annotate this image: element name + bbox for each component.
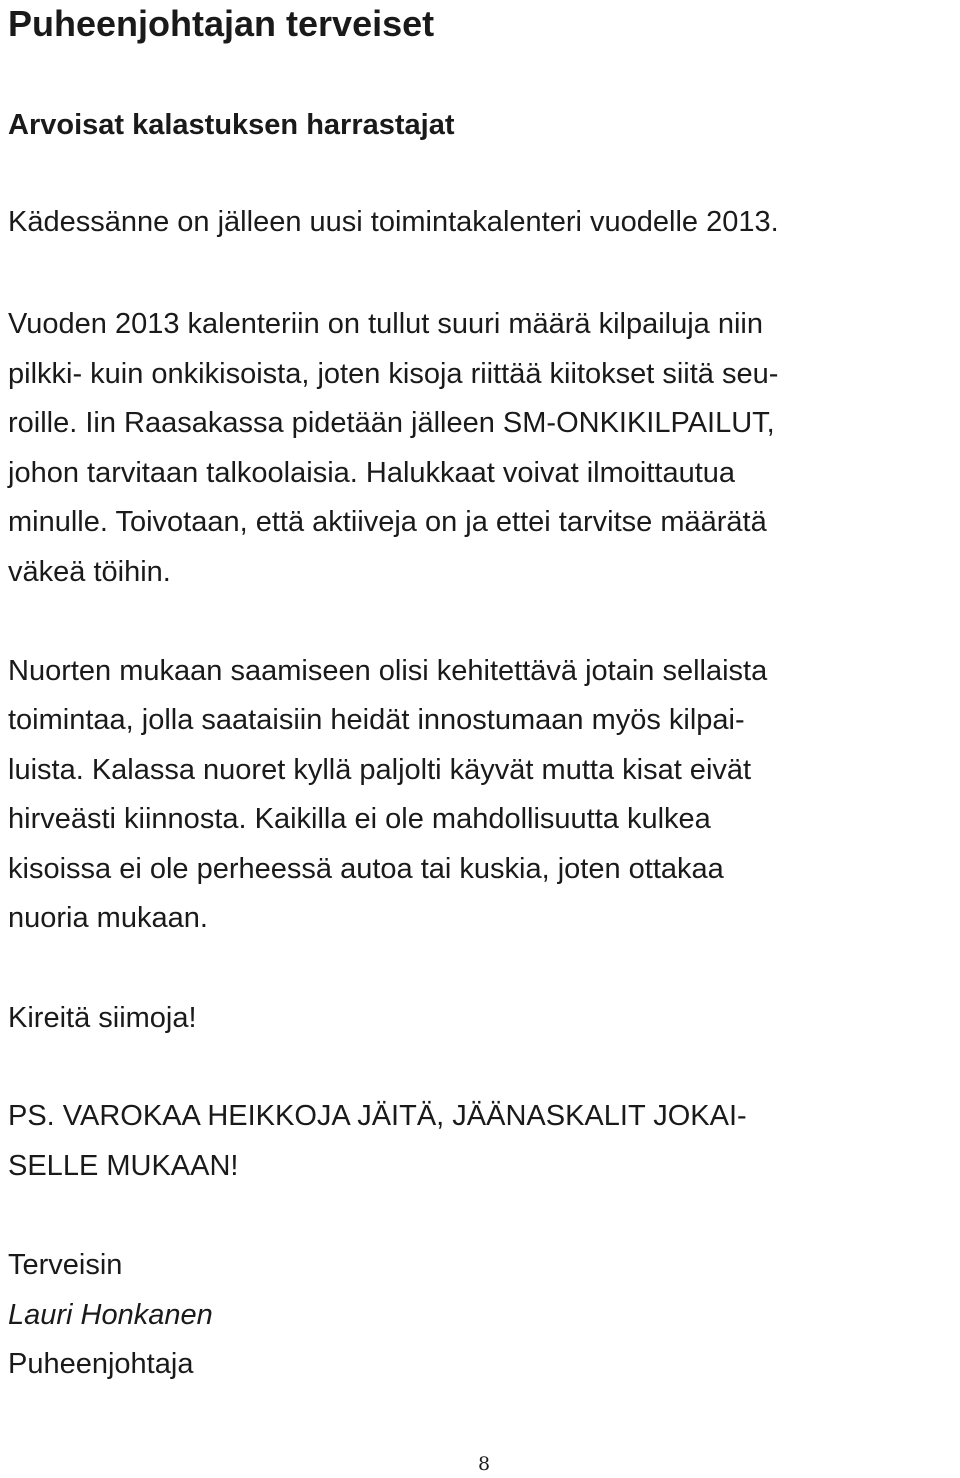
text-line: minulle. Toivotaan, että aktiiveja on ja ettei tarvitse määrätä	[8, 506, 767, 538]
text-line: nuoria mukaan.	[8, 902, 208, 934]
page-number: 8	[477, 1453, 491, 1475]
text-line: Kireitä siimoja!	[8, 1002, 197, 1034]
greeting-heading: Arvoisat kalastuksen harrastajat	[8, 109, 455, 141]
text-line: pilkki- kuin onkikisoista, joten kisoja riittää kiitokset siitä seu-	[8, 358, 779, 390]
text-line: SELLE MUKAAN!	[8, 1150, 239, 1182]
text-line: PS. VAROKAA HEIKKOJA JÄITÄ, JÄÄNASKALIT JOKAI-	[8, 1100, 747, 1132]
signature-name: Lauri Honkanen	[8, 1299, 213, 1331]
text-line: Nuorten mukaan saamiseen olisi kehitettävä jotain sellaista	[8, 655, 768, 687]
text-line: toimintaa, jolla saataisiin heidät innostumaan myös kilpai-	[8, 704, 745, 736]
signature-greeting: Terveisin	[8, 1249, 123, 1281]
text-line: väkeä töihin.	[8, 556, 171, 588]
text-line: roille. Iin Raasakassa pidetään jälleen SM-ONKIKILPAILUT,	[8, 407, 775, 439]
signature-role: Puheenjohtaja	[8, 1348, 194, 1380]
text-line: johon tarvitaan talkoolaisia. Halukkaat voivat ilmoittautua	[8, 457, 736, 489]
text-line: luista. Kalassa nuoret kyllä paljolti käyvät mutta kisat eivät	[8, 754, 752, 786]
text-line: Kädessänne on jälleen uusi toimintakalenteri vuodelle 2013.	[8, 206, 779, 238]
text-line: Vuoden 2013 kalenteriin on tullut suuri määrä kilpailuja niin	[8, 308, 764, 340]
text-line: hirveästi kiinnosta. Kaikilla ei ole mahdollisuutta kulkea	[8, 803, 711, 835]
page-title: Puheenjohtajan terveiset	[8, 3, 435, 44]
text-line: kisoissa ei ole perheessä autoa tai kuskia, joten ottakaa	[8, 853, 724, 885]
